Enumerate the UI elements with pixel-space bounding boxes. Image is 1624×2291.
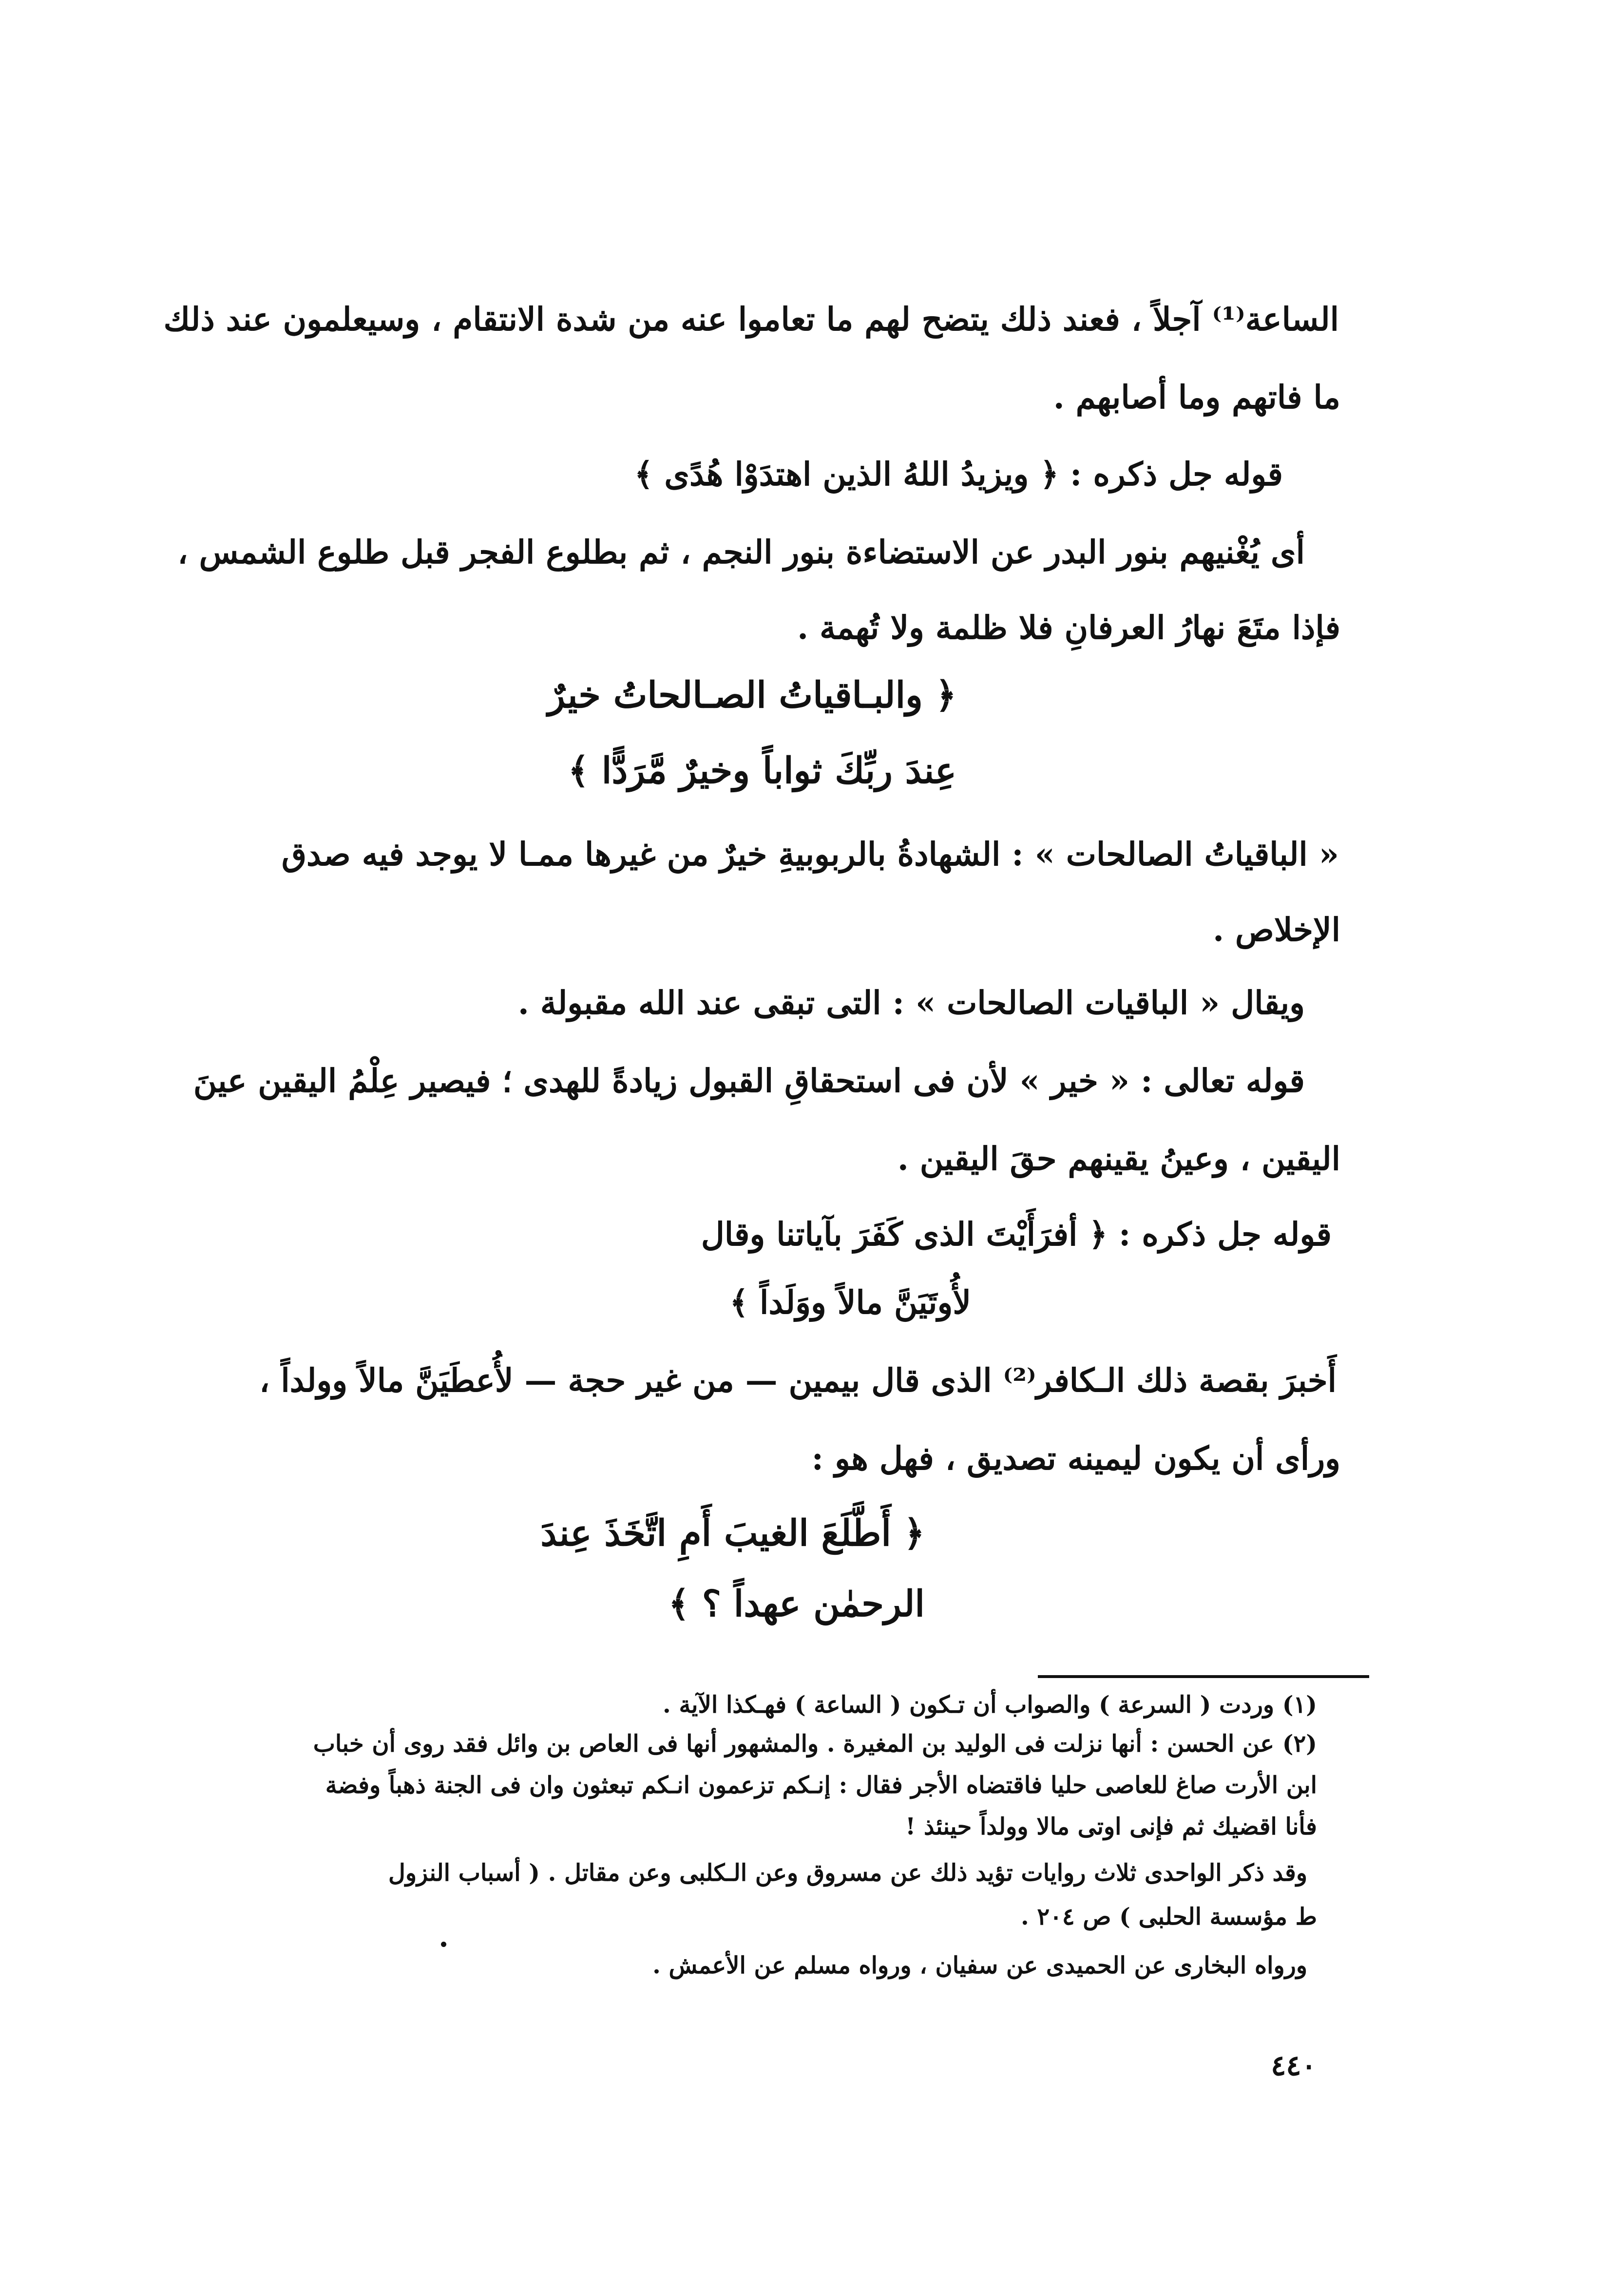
body-line: أى يُغْنيهم بنور البدر عن الاستضاءة بنور النجم ، ثم بطلوع الفجر قبل طلوع الشمس ، bbox=[177, 533, 1305, 571]
verse-intro-line: قوله جل ذكره : ﴿ أفرَأَيْتَ الذى كَفَرَ بآياتنا وقال bbox=[701, 1215, 1332, 1253]
footnote-line: (٢) عن الحسن : أنها نزلت فى الوليد بن المغيرة . والمشهور أنها فى العاص بن وائل فقد روى أن خباب bbox=[313, 1730, 1317, 1757]
footnote-line: (١) وردت ( السرعة ) والصواب أن تـكون ( الساعة ) فهـكذا الآية . bbox=[663, 1691, 1317, 1718]
footnote-divider bbox=[1038, 1675, 1369, 1678]
footnote-line: ابن الأرت صاغ للعاصى حليا فاقتضاه الأجر فقال : إنـكم تزعمون انـكم تبعثون وان فى الجنة ذهباً وفضة bbox=[325, 1772, 1317, 1799]
stray-mark bbox=[441, 1942, 446, 1947]
body-line: « الباقياتُ الصالحات » : الشهادةُ بالربوبيةِ خيرٌ من غيرها ممـا لا يوجد فيه صدق bbox=[281, 835, 1339, 873]
verse-line: عِندَ ربِّكَ ثواباً وخيرٌ مَّرَدًّا ﴾ bbox=[568, 750, 956, 792]
verse-line: ﴿ والبـاقياتُ الصـالحاتُ خيرٌ bbox=[548, 674, 956, 716]
page-number: ٤٤٠ bbox=[1271, 2049, 1317, 2082]
body-line: ورأى أن يكون ليمينه تصديق ، فهل هو : bbox=[811, 1439, 1340, 1477]
verse-line: الرحمٰن عهداً ؟ ﴾ bbox=[668, 1583, 925, 1625]
verse-line: ﴿ أَطَّلَعَ الغيبَ أَمِ اتَّخَذَ عِندَ bbox=[540, 1512, 925, 1554]
footnote-line: ط مؤسسة الحلبى ) ص ٢٠٤ . bbox=[1020, 1903, 1317, 1930]
body-line: أَخبرَ بقصة ذلك الـكافر⁽²⁾ الذى قال بيمين — من غير حجة — لأُعطَيَنَّ مالاً وولداً ، bbox=[259, 1361, 1337, 1399]
verse-intro-line: قوله جل ذكره : ﴿ ويزيدُ اللهُ الذين اهتدَوْا هُدًى ﴾ bbox=[634, 455, 1283, 493]
body-line: الإخلاص . bbox=[1213, 911, 1340, 949]
footnote-line: فأنا اقضيك ثم فإنى اوتى مالا وولداً حينئذ ! bbox=[905, 1813, 1317, 1840]
body-line: قوله تعالى : « خير » لأن فى استحقاقِ القبول زيادةً للهدى ؛ فيصير عِلْمُ اليقين عينَ bbox=[193, 1062, 1305, 1100]
footnote-line: وقد ذكر الواحدى ثلاث روايات تؤيد ذلك عن مسروق وعن الـكلبى وعن مقاتل . ( أسباب النزول bbox=[388, 1859, 1307, 1887]
footnote-line: ورواه البخارى عن الحميدى عن سفيان ، ورواه مسلم عن الأعمش . bbox=[652, 1952, 1307, 1979]
body-line: ما فاتهم وما أصابهم . bbox=[1053, 378, 1340, 416]
body-line: فإذا متَعَ نهارُ العرفانِ فلا ظلمة ولا تُهمة . bbox=[797, 609, 1340, 647]
body-line: ويقال « الباقيات الصالحات » : التى تبقى عند الله مقبولة . bbox=[517, 984, 1305, 1022]
body-line: الساعة⁽¹⁾ آجلاً ، فعند ذلك يتضح لهم ما تعاموا عنه من شدة الانتقام ، وسيعلمون عند ذلك bbox=[163, 300, 1339, 338]
body-line: اليقين ، وعينُ يقينهم حقَ اليقين . bbox=[897, 1140, 1340, 1178]
verse-intro-line: لأُوتَيَنَّ مالاً ووَلَداً ﴾ bbox=[729, 1283, 971, 1321]
